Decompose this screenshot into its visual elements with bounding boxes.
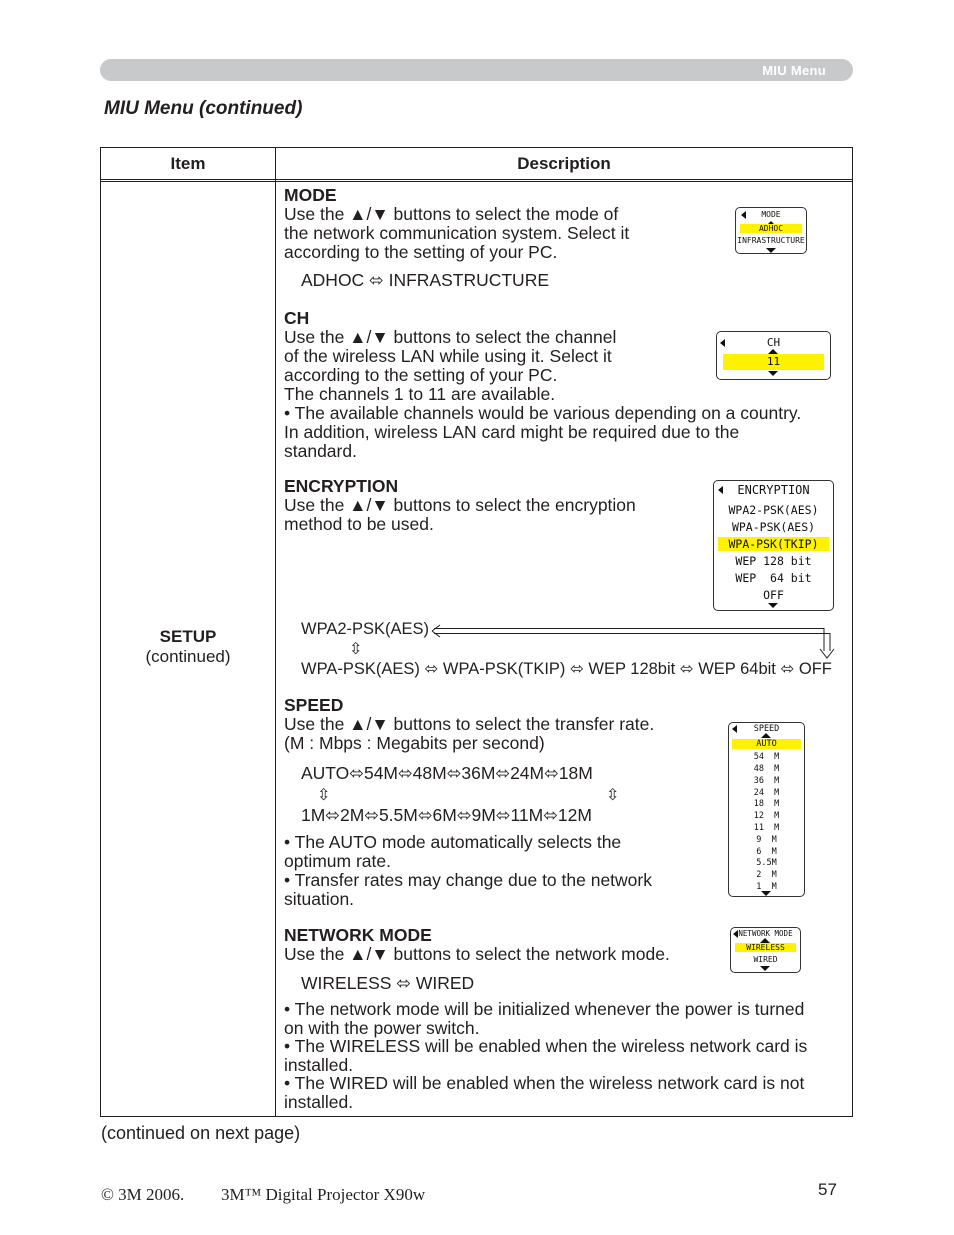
mode-heading: MODE	[284, 185, 337, 205]
menu-option-selected: 11	[723, 354, 824, 370]
menu-option: 1 M	[756, 882, 777, 892]
header-bar	[100, 59, 853, 81]
ch-heading: CH	[284, 308, 310, 328]
network-mode-note: • The WIRELESS will be enabled when the wireless network card is	[284, 1036, 808, 1056]
speed-section	[284, 696, 654, 753]
menu-title: NETWORK MODE	[738, 929, 793, 938]
menu-option: 24 M	[753, 788, 780, 798]
menu-option: 54 M	[753, 752, 780, 762]
network-mode-notes	[284, 1000, 807, 1111]
speed-flow-top: AUTO⬄54M⬄48M⬄36M⬄24M⬄18M	[301, 763, 593, 783]
mode-flow: ADHOC ⬄ INFRASTRUCTURE	[301, 270, 549, 290]
ch-line: of the wireless LAN while using it. Select it	[284, 346, 612, 366]
item-cell	[101, 627, 275, 667]
encryption-loop-arrow	[428, 620, 838, 660]
continued-note: (continued on next page)	[101, 1123, 301, 1143]
item-note: (continued)	[145, 647, 231, 666]
menu-title: MODE	[761, 210, 781, 219]
speed-updown-arrow-icon: ⇳	[317, 787, 331, 804]
encryption-heading: ENCRYPTION	[284, 476, 399, 496]
footer-product: 3M™ Digital Projector X90w	[221, 1185, 426, 1204]
menu-option: WIRED	[753, 955, 778, 964]
menu-option: 48 M	[753, 764, 780, 774]
network-mode-note: • The WIRED will be enabled when the wireless network card is not	[284, 1073, 805, 1093]
mode-section	[284, 186, 629, 262]
speed-line: (M : Mbps : Megabits per second)	[284, 733, 545, 753]
menu-option: INFRASTRUCTURE	[737, 236, 805, 245]
speed-note: • The AUTO mode automatically selects the	[284, 832, 622, 852]
menu-option: 9 M	[756, 835, 777, 845]
column-header-description: Description	[517, 154, 611, 173]
ch-line: standard.	[284, 441, 357, 461]
speed-updown-arrow-icon: ⇳	[606, 787, 620, 804]
ch-line: according to the setting of your PC.	[284, 365, 558, 385]
menu-title: SPEED	[753, 724, 780, 734]
menu-option: 2 M	[756, 870, 777, 880]
network-mode-note: installed.	[284, 1091, 354, 1112]
network-mode-note: installed.	[284, 1054, 354, 1075]
encryption-section	[284, 477, 636, 534]
speed-notes	[284, 833, 652, 909]
footer-copyright: © 3M 2006.	[101, 1185, 185, 1204]
menu-option-selected: WIRELESS	[735, 943, 796, 952]
encryption-menu-image	[713, 480, 834, 611]
network-mode-heading: NETWORK MODE	[284, 925, 432, 945]
menu-option: WEP 64 bit	[735, 571, 812, 585]
mode-line: the network communication system. Select it	[284, 223, 630, 243]
menu-option: OFF	[763, 588, 784, 602]
down-arrow-icon	[768, 371, 778, 376]
encryption-line: Use the ▲/▼ buttons to select the encryption	[284, 495, 636, 515]
speed-line: Use the ▲/▼ buttons to select the transfer rate.	[284, 714, 655, 734]
encryption-line: method to be used.	[284, 514, 434, 534]
speed-flow-bottom: 1M⬄2M⬄5.5M⬄6M⬄9M⬄11M⬄12M	[301, 805, 592, 825]
speed-heading: SPEED	[284, 695, 344, 715]
mode-menu-image	[735, 207, 807, 254]
up-arrow-icon	[761, 733, 771, 738]
menu-option: WEP 128 bit	[735, 554, 812, 568]
table-header-rule	[101, 181, 852, 182]
menu-option-selected: AUTO	[732, 739, 801, 749]
encryption-flow-bottom: WPA-PSK(AES) ⬄ WPA-PSK(TKIP) ⬄ WEP 128bit ⬄ WEP 64bit ⬄ OFF	[301, 660, 832, 678]
page-title: MIU Menu (continued)	[104, 98, 303, 119]
encryption-updown-arrow-icon: ⇳	[349, 641, 363, 658]
column-header-item: Item	[170, 154, 206, 173]
menu-option: WPA-PSK(AES)	[731, 520, 816, 534]
speed-menu-image	[728, 722, 805, 897]
down-arrow-icon	[766, 248, 776, 253]
column-divider	[275, 148, 276, 1116]
menu-option: 5.5M	[756, 858, 777, 868]
ch-line: In addition, wireless LAN card might be required due to the	[284, 422, 740, 442]
network-mode-section	[284, 926, 670, 964]
item-name: SETUP	[159, 627, 217, 646]
ch-line: The channels 1 to 11 are available.	[284, 384, 556, 404]
section-label: MIU Menu	[762, 63, 826, 78]
menu-option: 18 M	[753, 799, 780, 809]
menu-option: 36 M	[753, 776, 780, 786]
down-arrow-icon	[761, 891, 771, 896]
menu-option: 6 M	[756, 847, 777, 857]
down-arrow-icon	[768, 603, 778, 608]
speed-note: • Transfer rates may change due to the network	[284, 870, 652, 890]
menu-title: CH	[766, 336, 781, 349]
network-mode-flow: WIRELESS ⬄ WIRED	[301, 973, 475, 993]
network-mode-line: Use the ▲/▼ buttons to select the network mode.	[284, 944, 670, 964]
mode-line: according to the setting of your PC.	[284, 242, 558, 262]
speed-note: situation.	[284, 889, 355, 909]
speed-note: optimum rate.	[284, 851, 391, 871]
page-number: 57	[818, 1180, 837, 1199]
encryption-flow-top: WPA2-PSK(AES)	[301, 620, 430, 638]
menu-option-selected: ADHOC	[740, 224, 802, 233]
down-arrow-icon	[760, 966, 770, 971]
menu-title: ENCRYPTION	[737, 483, 810, 497]
network-mode-note: • The network mode will be initialized whenever the power is turned	[284, 999, 805, 1019]
network-mode-menu-image	[730, 927, 801, 973]
menu-option: 11 M	[753, 823, 780, 833]
network-mode-note: on with the power switch.	[284, 1017, 480, 1038]
menu-option-selected: WPA-PSK(TKIP)	[718, 537, 829, 551]
mode-line: Use the ▲/▼ buttons to select the mode of	[284, 204, 619, 224]
ch-line: • The available channels would be various depending on a country.	[284, 403, 802, 423]
ch-line: Use the ▲/▼ buttons to select the channel	[284, 327, 617, 347]
menu-option: 12 M	[753, 811, 780, 821]
menu-option: WPA2-PSK(AES)	[728, 503, 819, 517]
ch-menu-image	[716, 331, 831, 380]
